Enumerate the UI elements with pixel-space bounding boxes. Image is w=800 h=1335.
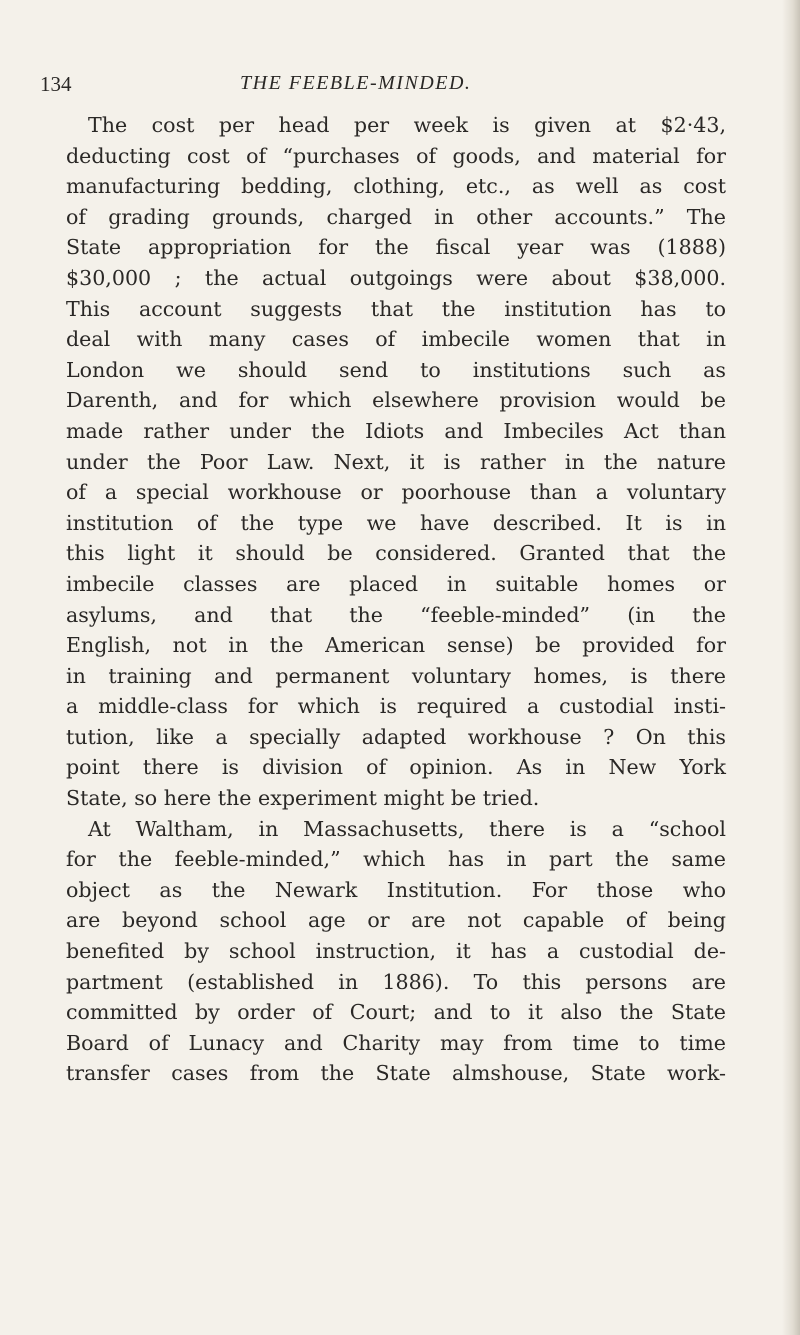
text-line: tution, like a specially adapted workhouse ? On this (66, 724, 726, 749)
text-line: transfer cases from the State almshouse, State work- (66, 1061, 726, 1086)
text-line: deal with many cases of imbecile women that in (66, 327, 726, 352)
text-line: in training and permanent voluntary homes, is there (66, 663, 726, 688)
text-line: this light it should be considered. Granted that the (66, 541, 726, 566)
text-line: manufacturing bedding, clothing, etc., as well as cost (66, 174, 726, 199)
page-number: 134 (40, 72, 72, 96)
text-line: for the feeble-minded,” which has in part the same (66, 847, 726, 872)
page-edge-shadow (782, 0, 800, 1335)
text-line: The cost per head per week is given at $2·43, (88, 113, 726, 137)
text-line: partment (established in 1886). To this persons are (66, 969, 726, 994)
page-header (40, 72, 760, 102)
text-line: imbecile classes are placed in suitable homes or (66, 571, 726, 596)
text-line: benefited by school instruction, it has a custodial de- (66, 939, 726, 964)
text-line: State, so here the experiment might be tried. (66, 786, 540, 811)
text-line: asylums, and that the “feeble-minded” (in the (66, 602, 726, 627)
text-line: made rather under the Idiots and Imbeciles Act than (66, 418, 726, 443)
text-line: State appropriation for the fiscal year was (1888) (66, 235, 726, 260)
text-line: At Waltham, in Massachusetts, there is a “school (88, 816, 726, 841)
text-line: object as the Newark Institution. For those who (66, 877, 726, 902)
text-line: institution of the type we have described. It is in (66, 510, 726, 535)
text-line: are beyond school age or are not capable of being (66, 908, 726, 933)
text-line: point there is division of opinion. As in New York (66, 755, 726, 780)
body-text (66, 110, 726, 1089)
text-line: a middle-class for which is required a custodial insti- (66, 694, 726, 719)
text-line: $30,000 ; the actual outgoings were about $38,000. (66, 265, 726, 290)
text-line: deducting cost of “purchases of goods, and material for (66, 143, 726, 168)
text-line: committed by order of Court; and to it also the State (66, 1000, 726, 1025)
text-line: Darenth, and for which elsewhere provision would be (66, 388, 726, 413)
text-line: of grading grounds, charged in other accounts.” The (66, 204, 726, 229)
text-line: under the Poor Law. Next, it is rather in the nature (66, 449, 726, 474)
running-title: THE FEEBLE-MINDED. (240, 72, 472, 94)
text-line: of a special workhouse or poorhouse than a voluntary (66, 480, 726, 505)
text-line: English, not in the American sense) be provided for (66, 633, 726, 658)
text-line: Board of Lunacy and Charity may from time to time (66, 1030, 726, 1055)
text-line: This account suggests that the institution has to (66, 296, 726, 321)
text-line: London we should send to institutions such as (66, 357, 726, 382)
